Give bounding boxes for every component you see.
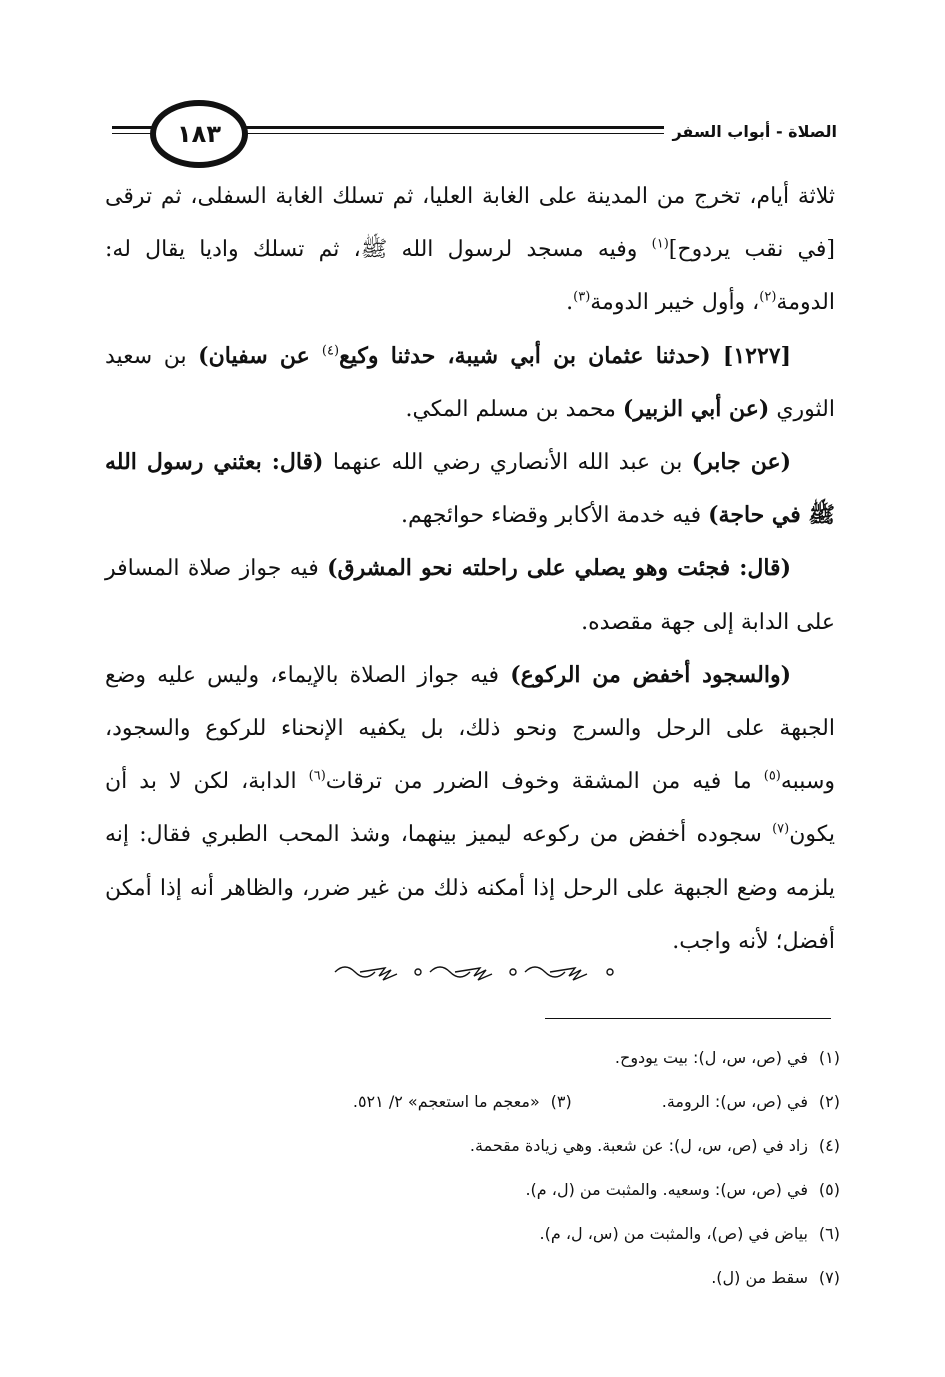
text-run: بن عبد الله الأنصاري رضي الله عنهما xyxy=(323,450,692,476)
footnote-text: بياض في (ص)، والمثبت من (س، ل، م). xyxy=(539,1224,808,1243)
footnote-number: (١) xyxy=(818,1048,840,1067)
footnote-marker: (٢) xyxy=(759,290,777,306)
footnote-text: في (ص، س): الرومة. xyxy=(661,1092,808,1111)
main-text xyxy=(105,170,835,968)
floral-divider-icon xyxy=(330,960,620,984)
footnote-text: في (ص، س): وسعيه. والمثبت من (ل، م). xyxy=(525,1180,808,1199)
text-run: فيه خدمة الأكابر وقضاء حوائجهم. xyxy=(400,503,709,529)
paragraph xyxy=(105,649,835,968)
paragraph xyxy=(105,542,835,648)
running-title: الصلاة - أبواب السفر xyxy=(664,122,837,141)
footnote-marker: (١) xyxy=(651,236,669,252)
footnote xyxy=(150,1080,840,1124)
footnote-text: سقط من (ل). xyxy=(711,1268,808,1287)
text-run: ثلاثة أيام، تخرج من المدينة على الغابة العليا، ثم تسلك الغابة السفلى، ثم ترقى [في نقب يردوح] xyxy=(105,184,835,263)
footnote xyxy=(150,1256,840,1300)
text-run: سجوده أخفض من ركوعه ليميز بينهما، وشذ المحب الطبري فقال: إنه يلزمه وضع الجبهة على الرحل إذا أمكنه ذلك من غير ضرر، والظاهر أنه إذا أمكن أفضل؛ لأنه واجب. xyxy=(105,822,835,954)
footnote-number: (٤) xyxy=(818,1136,840,1155)
page-header xyxy=(112,96,837,166)
page-number xyxy=(150,100,248,168)
footnote-marker: (٤) xyxy=(321,343,340,359)
footnote-number: (٦) xyxy=(818,1224,840,1243)
footnote-number: (٧) xyxy=(818,1268,840,1287)
text-run: محمد بن مسلم المكي. xyxy=(405,396,623,422)
text-run: فيه جواز صلاة المسافر على الدابة إلى جهة مقصده. xyxy=(105,556,835,635)
footnote-text: «معجم ما استعجم» ٢/ ٥٢١. xyxy=(352,1092,540,1111)
text-run: . xyxy=(566,290,574,316)
footnote xyxy=(150,1212,840,1256)
bold-quote: (والسجود أخفض من الركوع) xyxy=(510,661,791,688)
footnote xyxy=(150,1168,840,1212)
footnotes xyxy=(150,1036,840,1300)
bold-quote: (عن أبي الزبير) xyxy=(622,395,770,422)
text-run: ما فيه من المشقة وخوف الضرر من ترقات xyxy=(325,769,764,795)
footnote xyxy=(150,1124,840,1168)
paragraph xyxy=(105,436,835,542)
bold-quote: (قال: فجئت وهو يصلي على راحلته نحو المشرق) xyxy=(327,555,791,582)
footnote-number: (٥) xyxy=(818,1180,840,1199)
bold-quote: عن سفيان) xyxy=(198,342,322,369)
footnote-text: في (ص، س، ل): بيت يودوح. xyxy=(614,1048,808,1067)
text-run: ، وأول خيبر الدومة xyxy=(590,290,760,316)
bold-quote: [١٢٢٧] (حدثنا عثمان بن أبي شيبة، حدثنا وكيع xyxy=(339,342,792,369)
footnote-divider xyxy=(545,1018,831,1019)
text-run: وفيه مسجد لرسول الله ﷺ، ثم تسلك واديا يقال له: الدومة xyxy=(105,237,835,316)
footnote xyxy=(150,1036,840,1080)
text-run: بن سعيد الثوري xyxy=(105,343,835,422)
footnote-text: زاد في (ص، س، ل): عن شعبة. وهي زيادة مقحمة. xyxy=(469,1136,808,1155)
bold-quote: (قال: بعثني رسول الله ﷺ في حاجة) xyxy=(105,449,835,529)
footnote-marker: (٣) xyxy=(573,290,591,306)
paragraph xyxy=(105,330,835,436)
paragraph xyxy=(105,170,835,330)
footnote-marker: (٧) xyxy=(772,822,790,838)
bold-quote: (عن جابر) xyxy=(691,449,791,476)
text-run: فيه جواز الصلاة بالإيماء، وليس عليه وضع الجبهة على الرحل والسرج ونحو ذلك، بل يكفيه الإنحناء للركوع والسجود، وسببه xyxy=(105,662,836,795)
footnote-marker: (٦) xyxy=(308,768,326,784)
page-number-text: ١٨٣ xyxy=(177,120,221,148)
footnote-marker: (٥) xyxy=(763,768,781,784)
footnote-number: (٢) xyxy=(818,1092,840,1111)
text-run: الدابة، لكن لا بد أن يكون xyxy=(105,769,835,848)
footnote-number: (٣) xyxy=(550,1092,572,1111)
